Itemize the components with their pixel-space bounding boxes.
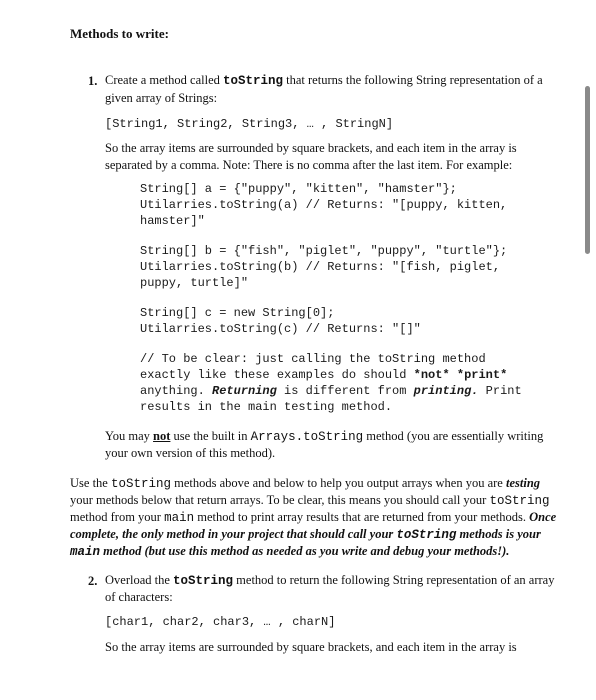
example-c-line-1: String[] c = new String[0]; [140,306,335,320]
text-run: Use the [70,476,111,490]
emphasis: testing [505,476,541,490]
note-line-3 [140,383,522,399]
inline-code: toString [173,574,234,588]
string-array-signature: [String1, String2, String3, … , StringN] [105,117,394,131]
text-run: method (you are essentially writing [363,429,544,443]
bold-run: Returning [212,384,277,398]
emphasis: not [153,429,171,443]
item-1-para-2: separated by a comma. Note: There is no comma after the last item. For example: [105,158,513,172]
text-run: method (but use this method as needed as you write and debug your methods!). [100,544,510,558]
usage-line-4 [70,526,541,544]
inline-code: main [164,511,195,525]
usage-line-2 [70,492,550,510]
inline-code: toString [223,74,284,88]
usage-line-1 [70,475,540,493]
example-a-line-2: Utilarries.toString(a) // Returns: "[puppy, kitten, [140,198,508,212]
char-array-signature: [char1, char2, char3, … , charN] [105,615,336,629]
section-heading: Methods to write: [70,26,169,41]
inline-code: toString [396,528,457,542]
text-run: is different from [276,384,414,398]
example-a-line-3: hamster]" [140,214,205,228]
note-line-4: results in the main testing method. [140,400,393,414]
item-1-line-2: given array of Strings: [105,91,218,105]
note-line-1: // To be clear: just calling the toString method [140,352,486,366]
example-b-line-1: String[] b = {"fish", "piglet", "puppy", "turtle"}; [140,244,508,258]
item-1-number: 1. [88,74,98,88]
text-run: complete, the only method in your project that should call your [70,527,397,541]
emphasis: Once [529,510,557,524]
item-1-line-1 [105,72,543,90]
text-run: Create a method called [105,73,223,87]
may-not-line-1 [105,428,543,446]
inline-code: main [70,545,101,559]
item-1-para-1: So the array items are surrounded by square brackets, and each item in the array is [105,141,517,155]
text-run: Print [478,384,522,398]
bold-run: *not* *print* [413,368,508,382]
note-line-2 [140,367,507,383]
text-run: anything. [140,384,213,398]
usage-line-3 [70,509,556,527]
example-a-line-1: String[] a = {"puppy", "kitten", "hamster"}; [140,182,457,196]
item-2-number: 2. [88,574,98,588]
text-run: methods above and below to help you output arrays when you are [170,476,506,490]
text-run: your methods below that return arrays. To be clear, this means you should call your [70,493,490,507]
example-c-line-2: Utilarries.toString(c) // Returns: "[]" [140,322,421,336]
text-run: methods is your [456,527,541,541]
may-not-line-2: your own version of this method). [105,446,276,460]
inline-code: toString [110,477,171,491]
text-run: use the built in [170,429,251,443]
text-run: exactly like these examples do should [140,368,414,382]
text-run: method to return the following String representation of an array [233,573,555,587]
inline-code: toString [489,494,550,508]
example-b-line-3: puppy, turtle]" [140,276,249,290]
text-run: method from your [70,510,165,524]
item-2-line-2: of characters: [105,590,173,604]
text-run: that returns the following String representation of a [283,73,543,87]
bold-run: printing. [413,384,479,398]
usage-line-5 [70,543,509,561]
vertical-scrollbar[interactable] [585,86,590,254]
text-run: You may [105,429,154,443]
text-run: method to print array results that are returned from your methods. [194,510,530,524]
item-2-line-1 [105,572,554,590]
inline-code: Arrays.toString [250,430,364,444]
example-b-line-2: Utilarries.toString(b) // Returns: "[fish, piglet, [140,260,501,274]
text-run: Overload the [105,573,174,587]
item-2-para-1: So the array items are surrounded by square brackets, and each item in the array is [105,640,517,654]
